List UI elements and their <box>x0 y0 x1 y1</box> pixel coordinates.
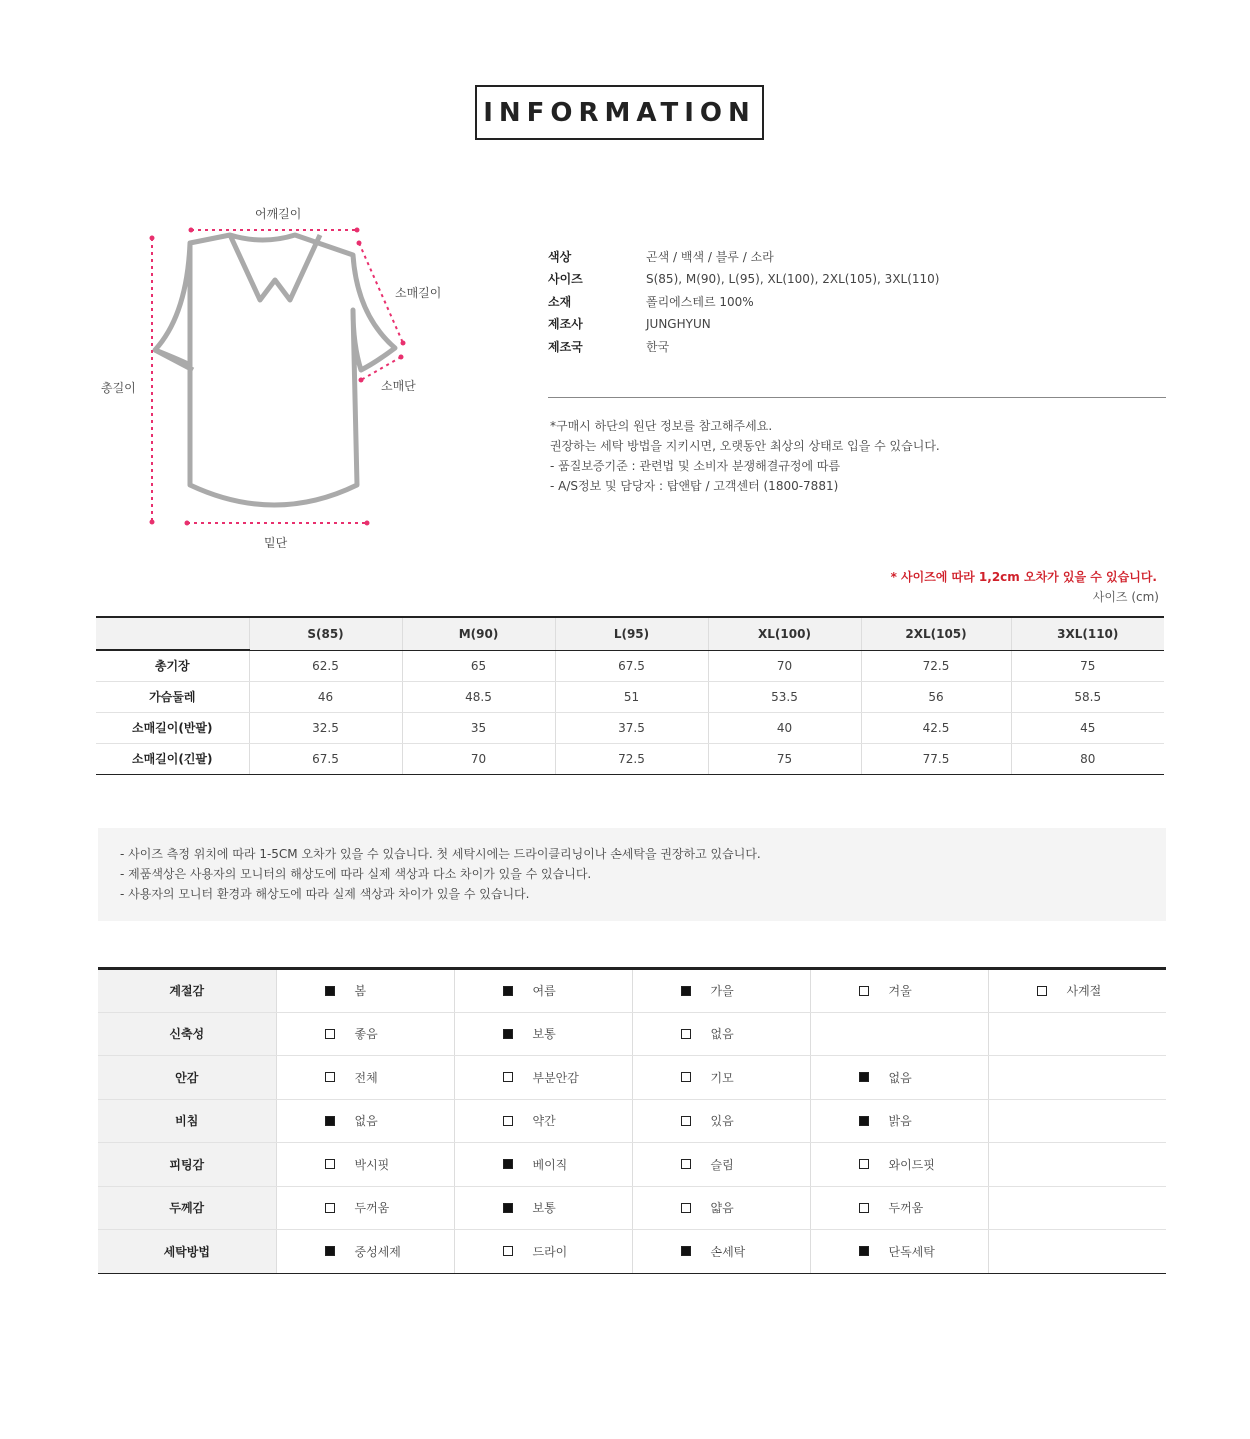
info-key: 색상 <box>548 249 572 264</box>
table-cell: 75 <box>1011 650 1164 681</box>
feature-cell <box>454 1012 632 1056</box>
option-label: 박시핏 <box>354 1157 390 1172</box>
table-cell: 35 <box>402 712 555 743</box>
info-key: 제조국 <box>548 339 583 354</box>
table-cell: 58.5 <box>1011 681 1164 712</box>
option-label: 없음 <box>710 1027 734 1042</box>
table-cell: 48.5 <box>402 681 555 712</box>
feature-cell <box>810 1099 988 1143</box>
feature-option <box>503 1069 632 1086</box>
checked-square-icon <box>503 1159 513 1169</box>
feature-cell <box>632 969 810 1013</box>
feature-option <box>503 1156 632 1173</box>
table-cell: 67.5 <box>249 743 402 774</box>
option-label: 가을 <box>710 984 734 999</box>
unchecked-square-icon <box>503 1072 513 1082</box>
feature-option <box>859 1112 988 1129</box>
feature-table <box>98 967 1166 1274</box>
notice-line: - 사용자의 모니터 환경과 해상도에 따라 실제 색상과 차이가 있을 수 있습니다. <box>120 887 530 901</box>
header-cell: XL(100) <box>708 617 861 650</box>
feature-option <box>325 982 454 999</box>
table-row <box>96 743 1164 774</box>
option-label: 두꺼움 <box>888 1201 924 1216</box>
table-cell: 77.5 <box>861 743 1011 774</box>
feature-cell <box>988 1186 1166 1230</box>
table-cell: 42.5 <box>861 712 1011 743</box>
option-label: 여름 <box>532 984 556 999</box>
checked-square-icon <box>503 1029 513 1039</box>
feature-option <box>681 1025 810 1042</box>
option-label: 봄 <box>354 984 367 999</box>
option-label: 있음 <box>710 1114 734 1129</box>
table-cell: 65 <box>402 650 555 681</box>
option-label: 약간 <box>532 1114 556 1129</box>
feature-cell <box>276 1143 454 1187</box>
table-cell: 80 <box>1011 743 1164 774</box>
feature-row <box>98 1099 1166 1143</box>
unchecked-square-icon <box>681 1116 691 1126</box>
feature-cell <box>454 1230 632 1274</box>
option-label: 밝음 <box>888 1114 912 1129</box>
feature-row <box>98 1012 1166 1056</box>
shoulder-label: 어깨길이 <box>255 207 302 221</box>
header-cell: L(95) <box>555 617 708 650</box>
feature-option <box>1037 982 1167 999</box>
table-row <box>96 712 1164 743</box>
feature-cell <box>454 1143 632 1187</box>
header-cell: 2XL(105) <box>861 617 1011 650</box>
row-label: 총기장 <box>96 650 249 681</box>
sleeve-label: 소매길이 <box>395 286 442 300</box>
feature-option <box>681 982 810 999</box>
feature-row <box>98 1186 1166 1230</box>
table-cell: 53.5 <box>708 681 861 712</box>
feature-cell <box>988 969 1166 1013</box>
checked-square-icon <box>859 1246 869 1256</box>
table-row <box>96 650 1164 681</box>
feature-option <box>681 1069 810 1086</box>
option-label: 드라이 <box>532 1244 568 1259</box>
feature-label: 신축성 <box>98 1012 276 1056</box>
info-row-color <box>548 245 1168 268</box>
feature-cell <box>810 1230 988 1274</box>
option-label: 겨울 <box>888 984 912 999</box>
feature-option <box>503 1243 632 1260</box>
feature-label: 계절감 <box>98 969 276 1013</box>
feature-option <box>325 1069 454 1086</box>
feature-row <box>98 969 1166 1013</box>
feature-cell <box>810 969 988 1013</box>
info-row-size <box>548 268 1168 291</box>
table-cell: 40 <box>708 712 861 743</box>
hem-label: 밑단 <box>264 536 288 550</box>
feature-cell <box>988 1230 1166 1274</box>
option-label: 사계절 <box>1066 984 1102 999</box>
table-cell: 72.5 <box>555 743 708 774</box>
unchecked-square-icon <box>681 1203 691 1213</box>
table-cell: 67.5 <box>555 650 708 681</box>
shirt-illustration <box>95 195 455 555</box>
cuff-label: 소매단 <box>381 379 416 393</box>
feature-cell <box>810 1143 988 1187</box>
feature-option <box>325 1243 454 1260</box>
table-cell: 75 <box>708 743 861 774</box>
size-unit: 사이즈 (cm) <box>1092 590 1159 604</box>
feature-cell <box>454 1099 632 1143</box>
table-cell: 32.5 <box>249 712 402 743</box>
feature-option <box>325 1199 454 1216</box>
header-cell: M(90) <box>402 617 555 650</box>
feature-cell <box>988 1143 1166 1187</box>
info-divider <box>548 397 1166 398</box>
feature-label: 두께감 <box>98 1186 276 1230</box>
table-cell: 37.5 <box>555 712 708 743</box>
option-label: 좋음 <box>354 1027 378 1042</box>
info-row-country <box>548 335 1168 358</box>
note-line: - 품질보증기준 : 관련법 및 소비자 분쟁해결규정에 따름 <box>550 459 841 473</box>
feature-option <box>325 1112 454 1129</box>
notice-box <box>98 828 1166 921</box>
row-label: 소매길이(반팔) <box>96 712 249 743</box>
unchecked-square-icon <box>325 1072 335 1082</box>
page-title: INFORMATION <box>475 85 764 140</box>
care-notes <box>550 416 940 496</box>
feature-option <box>325 1025 454 1042</box>
size-header-row <box>96 617 1164 650</box>
feature-cell <box>988 1012 1166 1056</box>
feature-option <box>503 1112 632 1129</box>
feature-option <box>859 982 988 999</box>
feature-option <box>859 1243 988 1260</box>
option-label: 부분안감 <box>532 1070 579 1085</box>
info-row-manufacturer <box>548 313 1168 336</box>
unchecked-square-icon <box>1037 986 1047 996</box>
option-label: 중성세제 <box>354 1244 401 1259</box>
info-key: 사이즈 <box>548 272 583 287</box>
feature-cell <box>632 1012 810 1056</box>
feature-row <box>98 1056 1166 1100</box>
feature-label: 피팅감 <box>98 1143 276 1187</box>
table-cell: 70 <box>708 650 861 681</box>
unchecked-square-icon <box>681 1072 691 1082</box>
unchecked-square-icon <box>325 1203 335 1213</box>
unchecked-square-icon <box>503 1116 513 1126</box>
info-row-material <box>548 290 1168 313</box>
feature-cell <box>632 1230 810 1274</box>
info-value: 곤색 / 백색 / 블루 / 소라 <box>646 249 774 264</box>
table-cell: 51 <box>555 681 708 712</box>
info-value: 폴리에스테르 100% <box>646 294 754 309</box>
feature-cell <box>988 1056 1166 1100</box>
notice-line: - 사이즈 측정 위치에 따라 1-5CM 오차가 있을 수 있습니다. 첫 세탁시에는 드라이클리닝이나 손세탁을 권장하고 있습니다. <box>120 847 761 861</box>
feature-option <box>503 1199 632 1216</box>
info-value: JUNGHYUN <box>646 316 711 331</box>
option-label: 전체 <box>354 1070 378 1085</box>
feature-option <box>681 1112 810 1129</box>
table-row <box>96 681 1164 712</box>
header-cell <box>96 617 249 650</box>
info-value: S(85), M(90), L(95), XL(100), 2XL(105), 3XL(110) <box>646 271 940 286</box>
feature-cell <box>276 1056 454 1100</box>
table-cell: 70 <box>402 743 555 774</box>
option-label: 손세탁 <box>710 1244 746 1259</box>
feature-row <box>98 1230 1166 1274</box>
checked-square-icon <box>503 986 513 996</box>
option-label: 얇음 <box>710 1201 734 1216</box>
feature-cell <box>454 1186 632 1230</box>
size-warning: * 사이즈에 따라 1,2cm 오차가 있을 수 있습니다. <box>890 570 1157 584</box>
feature-label: 안감 <box>98 1056 276 1100</box>
feature-cell <box>632 1056 810 1100</box>
feature-option <box>503 1025 632 1042</box>
table-cell: 45 <box>1011 712 1164 743</box>
feature-cell <box>276 1099 454 1143</box>
feature-cell <box>810 1056 988 1100</box>
product-info <box>548 245 1168 358</box>
feature-cell <box>276 969 454 1013</box>
feature-option <box>325 1156 454 1173</box>
unchecked-square-icon <box>325 1029 335 1039</box>
feature-label: 비침 <box>98 1099 276 1143</box>
size-table <box>96 616 1164 775</box>
option-label: 기모 <box>710 1070 734 1085</box>
option-label: 없음 <box>354 1114 378 1129</box>
option-label: 두꺼움 <box>354 1201 390 1216</box>
row-label: 소매길이(긴팔) <box>96 743 249 774</box>
feature-cell <box>810 1186 988 1230</box>
header-cell: S(85) <box>249 617 402 650</box>
option-label: 베이직 <box>532 1157 568 1172</box>
option-label: 단독세탁 <box>888 1244 935 1259</box>
note-line: *구매시 하단의 원단 정보를 참고해주세요. <box>550 419 773 433</box>
feature-cell <box>632 1099 810 1143</box>
checked-square-icon <box>325 986 335 996</box>
unchecked-square-icon <box>859 1203 869 1213</box>
feature-row <box>98 1143 1166 1187</box>
checked-square-icon <box>503 1203 513 1213</box>
unchecked-square-icon <box>681 1029 691 1039</box>
unchecked-square-icon <box>325 1159 335 1169</box>
row-label: 가슴둘레 <box>96 681 249 712</box>
feature-option <box>859 1069 988 1086</box>
checked-square-icon <box>325 1116 335 1126</box>
table-cell: 62.5 <box>249 650 402 681</box>
feature-cell <box>454 969 632 1013</box>
note-line: - A/S정보 및 담당자 : 탑앤탑 / 고객센터 (1800-7881) <box>550 479 839 493</box>
checked-square-icon <box>859 1072 869 1082</box>
feature-cell <box>988 1099 1166 1143</box>
feature-option <box>681 1199 810 1216</box>
feature-cell <box>276 1012 454 1056</box>
option-label: 보통 <box>532 1201 556 1216</box>
feature-option <box>859 1199 988 1216</box>
header-cell: 3XL(110) <box>1011 617 1164 650</box>
option-label: 없음 <box>888 1070 912 1085</box>
unchecked-square-icon <box>681 1159 691 1169</box>
garment-diagram <box>95 195 455 555</box>
total-length-label: 총길이 <box>101 381 136 395</box>
feature-cell <box>632 1143 810 1187</box>
feature-option <box>859 1156 988 1173</box>
note-line: 권장하는 세탁 방법을 지키시면, 오랫동안 최상의 상태로 입을 수 있습니다. <box>550 439 940 453</box>
checked-square-icon <box>325 1246 335 1256</box>
feature-option <box>503 982 632 999</box>
feature-cell <box>276 1230 454 1274</box>
checked-square-icon <box>859 1116 869 1126</box>
table-cell: 56 <box>861 681 1011 712</box>
option-label: 슬림 <box>710 1157 734 1172</box>
unchecked-square-icon <box>859 1159 869 1169</box>
notice-line: - 제품색상은 사용자의 모니터의 해상도에 따라 실제 색상과 다소 차이가 있을 수 있습니다. <box>120 867 592 881</box>
unchecked-square-icon <box>859 986 869 996</box>
table-cell: 72.5 <box>861 650 1011 681</box>
checked-square-icon <box>681 986 691 996</box>
option-label: 보통 <box>532 1027 556 1042</box>
info-key: 제조사 <box>548 317 583 332</box>
feature-cell <box>276 1186 454 1230</box>
feature-cell <box>632 1186 810 1230</box>
table-cell: 46 <box>249 681 402 712</box>
info-value: 한국 <box>646 339 670 354</box>
feature-cell <box>454 1056 632 1100</box>
feature-option <box>681 1243 810 1260</box>
checked-square-icon <box>681 1246 691 1256</box>
feature-cell <box>810 1012 988 1056</box>
info-key: 소재 <box>548 294 572 309</box>
feature-label: 세탁방법 <box>98 1230 276 1274</box>
feature-option <box>681 1156 810 1173</box>
option-label: 와이드핏 <box>888 1157 935 1172</box>
unchecked-square-icon <box>503 1246 513 1256</box>
